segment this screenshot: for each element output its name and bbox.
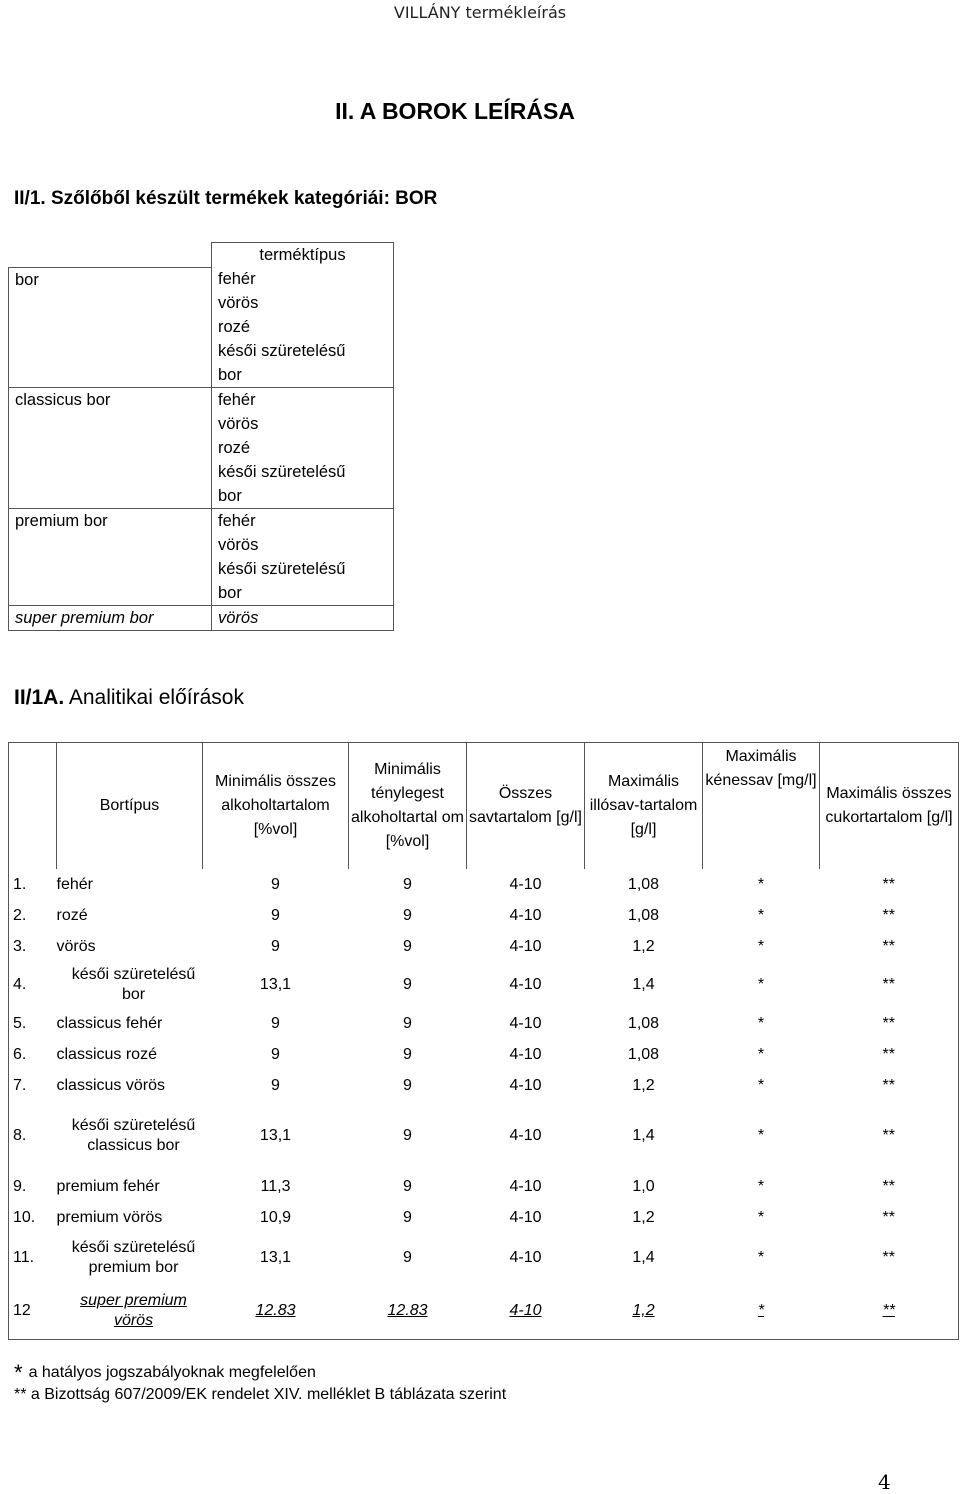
cell-min_alc: 13,1 <box>259 1249 292 1266</box>
cell-volatile: 1,0 <box>632 1177 655 1195</box>
cell-act_alc: 9 <box>403 1076 412 1094</box>
type-cell: vörös <box>212 606 394 631</box>
header-volatile-acid: Maximális illósav-tartalom [g/l] <box>585 743 703 870</box>
cell-sugar: ** <box>820 931 959 962</box>
cell-acid: 4-10 <box>509 906 542 924</box>
cell-n: 7. <box>9 1070 57 1101</box>
cell-min_alc: 12.83 <box>203 1283 349 1340</box>
cell-act_alc: 9 <box>403 906 412 924</box>
cell-n: 6. <box>9 1039 57 1070</box>
cell-act_alc: 9 <box>403 976 412 993</box>
cell-n: 12 <box>9 1283 57 1340</box>
cell-min_alc: 9 <box>271 906 280 924</box>
cell-acid: 4-10 <box>509 1076 542 1094</box>
cell-act_alc: 9 <box>403 1014 412 1032</box>
cell-acid: 4-10 <box>509 1127 542 1144</box>
cell-name: premium fehér <box>56 1177 160 1195</box>
cell-n: 10. <box>9 1202 57 1233</box>
cell-act_alc: 9 <box>403 1208 412 1226</box>
running-header: VILLÁNY termékleírás <box>393 3 567 22</box>
header-actual-alcohol: Minimális ténylegest alkoholtartal om [%vol] <box>349 743 467 870</box>
cell-volatile: 1,2 <box>632 1076 655 1094</box>
cell-sugar: ** <box>820 1070 959 1101</box>
cell-n: 8. <box>9 1101 57 1171</box>
cell-volatile: 1,08 <box>627 1045 660 1063</box>
cell-acid: 4-10 <box>509 1014 542 1032</box>
cell-act_alc: 9 <box>403 1177 412 1195</box>
section-heading-analytics: II/1A. Analitikai előírások <box>14 686 244 709</box>
footnote-double-star: ** a Bizottság 607/2009/EK rendelet XIV. melléklet B táblázata szerint <box>14 1386 507 1403</box>
cell-volatile: 1,2 <box>632 937 655 955</box>
table-header-product-type: terméktípus <box>212 243 394 268</box>
cell-n: 11. <box>9 1233 57 1283</box>
cell-min_alc: 9 <box>271 937 280 955</box>
cell-n: 9. <box>9 1171 57 1202</box>
cell-min_alc: 9 <box>271 875 280 893</box>
header-total-acid: Összes savtartalom [g/l] <box>467 743 585 870</box>
product-category-table <box>8 242 394 631</box>
cell-min_alc: 9 <box>271 1076 280 1094</box>
cell-acid: 4-10 <box>509 1045 542 1063</box>
table-row <box>9 900 959 931</box>
cell-min_alc: 10,9 <box>259 1208 292 1226</box>
cell-sugar: ** <box>820 1233 959 1283</box>
cell-volatile: 1,4 <box>632 976 655 993</box>
cell-name: classicus fehér <box>56 1014 163 1032</box>
category-cell: classicus bor <box>9 388 212 509</box>
cell-volatile: 1,2 <box>632 1208 655 1226</box>
cell-acid: 4-10 <box>509 875 542 893</box>
table-row <box>9 1101 959 1171</box>
cell-volatile: 1,08 <box>627 1014 660 1032</box>
cell-acid: 4-10 <box>467 1283 585 1340</box>
category-cell: bor <box>9 267 212 388</box>
type-cell: fehér vörös rozé késői szüretelésű bor <box>212 267 394 388</box>
cell-volatile: 1,2 <box>585 1283 703 1340</box>
cell-name: vörös <box>56 937 96 955</box>
cell-name: késői szüretelésű classicus bor <box>71 1117 196 1154</box>
table-row <box>9 1202 959 1233</box>
cell-min_alc: 13,1 <box>259 976 292 993</box>
analytics-table <box>8 742 959 1340</box>
cell-so2: * <box>757 1208 765 1226</box>
cell-min_alc: 9 <box>271 1014 280 1032</box>
table-row <box>9 1283 959 1340</box>
cell-n: 5. <box>9 1008 57 1039</box>
cell-so2: * <box>757 1249 765 1266</box>
cell-acid: 4-10 <box>509 937 542 955</box>
cell-so2: * <box>757 976 765 993</box>
section-heading-categories: II/1. Szőlőből készült termékek kategóriái: BOR <box>14 188 438 209</box>
cell-sugar: ** <box>820 1101 959 1171</box>
cell-volatile: 1,08 <box>627 875 660 893</box>
table-row <box>9 931 959 962</box>
cell-name: rozé <box>56 906 88 924</box>
table-row <box>9 1070 959 1101</box>
cell-so2: * <box>757 875 765 893</box>
page-number: 4 <box>878 1470 891 1494</box>
cell-sugar: ** <box>820 1202 959 1233</box>
category-cell: super premium bor <box>9 606 212 631</box>
header-wine-type: Bortípus <box>57 743 203 870</box>
cell-volatile: 1,08 <box>627 906 660 924</box>
cell-sugar: ** <box>820 1171 959 1202</box>
cell-name: classicus vörös <box>56 1076 165 1094</box>
cell-sugar: ** <box>820 1283 959 1340</box>
header-sugar: Maximális összes cukortartalom [g/l] <box>820 743 959 870</box>
cell-act_alc: 12.83 <box>349 1283 467 1340</box>
cell-act_alc: 9 <box>403 1045 412 1063</box>
cell-so2: * <box>757 1014 765 1032</box>
table-row <box>9 1008 959 1039</box>
cell-n: 3. <box>9 931 57 962</box>
header-min-alcohol: Minimális összes alkoholtartalom [%vol] <box>203 743 349 870</box>
table-row <box>9 1233 959 1283</box>
cell-sugar: ** <box>820 962 959 1008</box>
cell-n: 2. <box>9 900 57 931</box>
cell-act_alc: 9 <box>403 1249 412 1266</box>
cell-name: super premium vörös <box>57 1283 203 1340</box>
cell-sugar: ** <box>820 1008 959 1039</box>
cell-so2: * <box>757 1076 765 1094</box>
cell-volatile: 1,4 <box>632 1127 655 1144</box>
cell-name: premium vörös <box>56 1208 163 1226</box>
page-title: II. A BOROK LEÍRÁSA <box>335 98 575 124</box>
cell-so2: * <box>757 906 765 924</box>
cell-n: 1. <box>9 869 57 900</box>
category-cell: premium bor <box>9 509 212 606</box>
cell-min_alc: 13,1 <box>259 1127 292 1144</box>
table-row <box>9 869 959 900</box>
cell-so2: * <box>757 1127 765 1144</box>
cell-n: 4. <box>9 962 57 1008</box>
cell-min_alc: 9 <box>271 1045 280 1063</box>
type-cell: fehér vörös rozé késői szüretelésű bor <box>212 388 394 509</box>
cell-act_alc: 9 <box>403 937 412 955</box>
cell-acid: 4-10 <box>509 1208 542 1226</box>
type-cell: fehér vörös késői szüretelésű bor <box>212 509 394 606</box>
cell-so2: * <box>757 1177 765 1195</box>
cell-so2: * <box>703 1283 820 1340</box>
cell-sugar: ** <box>820 900 959 931</box>
table-row <box>9 1039 959 1070</box>
cell-name: fehér <box>56 875 93 893</box>
cell-acid: 4-10 <box>509 976 542 993</box>
cell-sugar: ** <box>820 1039 959 1070</box>
cell-act_alc: 9 <box>403 1127 412 1144</box>
cell-so2: * <box>757 937 765 955</box>
cell-so2: * <box>757 1045 765 1063</box>
table-row <box>9 1171 959 1202</box>
cell-min_alc: 11,3 <box>260 1177 291 1195</box>
cell-name: classicus rozé <box>56 1045 157 1063</box>
footnote-single-star: * a hatályos jogszabályoknak megfelelően <box>14 1360 316 1385</box>
header-sulfurous-acid: Maximális kénessav [mg/l] <box>703 743 820 870</box>
cell-act_alc: 9 <box>403 875 412 893</box>
cell-volatile: 1,4 <box>632 1249 655 1266</box>
cell-acid: 4-10 <box>509 1249 542 1266</box>
table-row <box>9 962 959 1008</box>
cell-acid: 4-10 <box>509 1177 542 1195</box>
cell-sugar: ** <box>820 869 959 900</box>
cell-name: késői szüretelésű premium bor <box>71 1239 196 1276</box>
cell-name: késői szüretelésű bor <box>71 966 196 1003</box>
